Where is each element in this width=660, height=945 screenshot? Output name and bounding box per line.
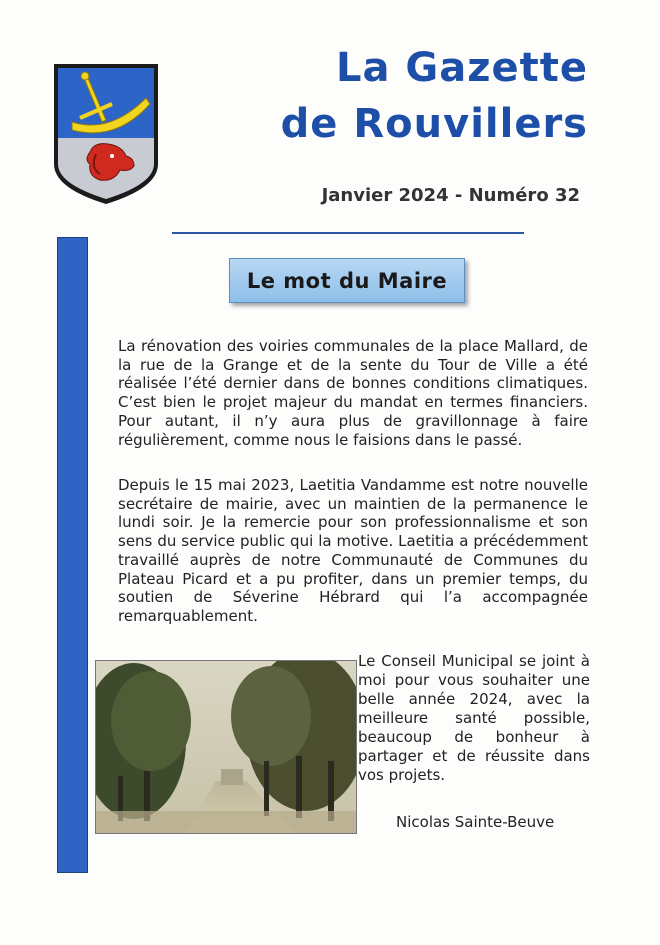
title-line-1: La Gazette xyxy=(335,45,588,91)
section-heading-box xyxy=(229,258,465,303)
postcard-photo xyxy=(95,660,357,834)
paragraph-secretary: Depuis le 15 mai 2023, Laetitia Vandamme est notre nouvelle secrétaire de mairie, avec un maintien de la permanence le lundi soir. Je la remercie pour son professionnalisme et son sens du service public qui la motive. Laetitia a précédemment travaillé auprès de notre Communauté de Communes du Plateau Picard et a pu profiter, dans un premier temps, du soutien de Séverine Hébrard qui l’a accompagnée remarquablement. xyxy=(118,476,588,625)
paragraph-roadworks: La rénovation des voiries communales de la place Mallard, de la rue de la Grange et de la sente du Tour de Ville a été réalisée l’été dernier dans de bonnes conditions climatiques. C’est bien le projet majeur du mandat en termes financiers. Pour autant, il n’y aura plus de gravillonnage à faire régulièrement, comme nous le faisions dans le passé. xyxy=(118,337,588,449)
gazette-title xyxy=(281,40,588,152)
title-line-2: de Rouvillers xyxy=(280,101,588,147)
header-divider xyxy=(172,232,524,234)
section-heading: Le mot du Maire xyxy=(246,268,448,293)
coat-of-arms-icon xyxy=(50,60,162,208)
left-accent-bar xyxy=(57,237,88,873)
mayor-signature: Nicolas Sainte-Beuve xyxy=(396,813,555,831)
paragraph-wishes: Le Conseil Municipal se joint à moi pour vous souhaiter une belle année 2024, avec la meilleure santé possible, beaucoup de bonheur à partager et de réussite dans vos projets. xyxy=(358,652,590,784)
issue-date: Janvier 2024 - Numéro 32 xyxy=(321,185,580,206)
